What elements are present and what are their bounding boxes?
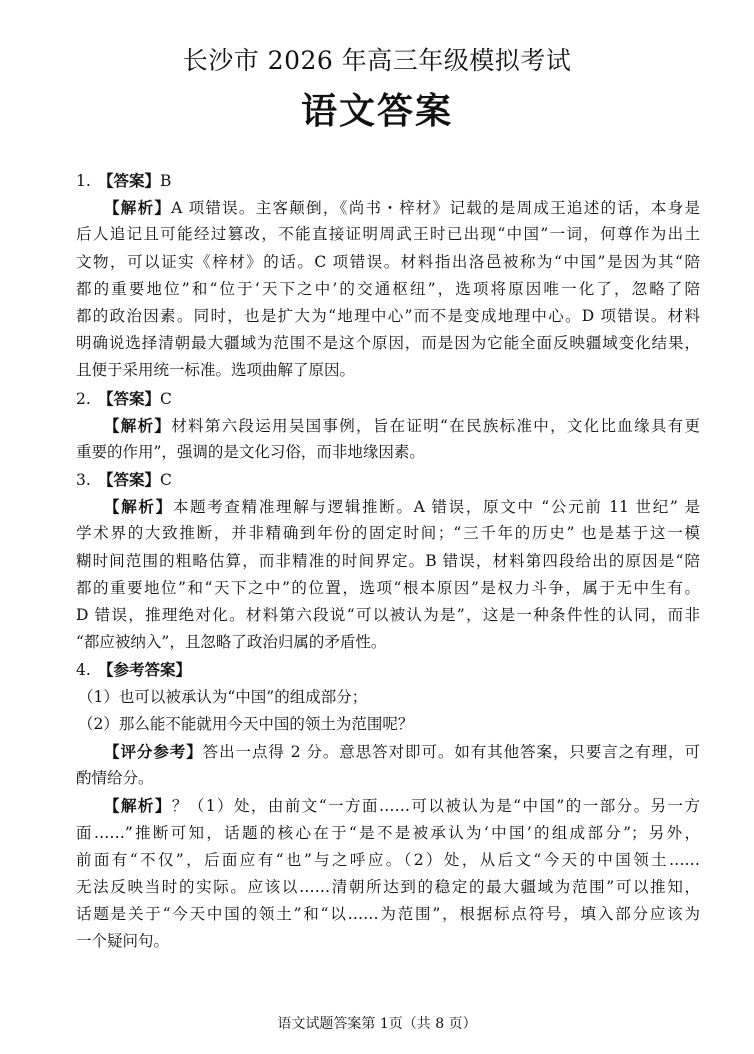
question-1-answer [76,167,700,194]
question-number: 4. [76,661,91,680]
question-1-analysis-line: 【解析】A 项错误。主客颠倒，《尚书・梓材》记载的是周成王追述的话，本身是 [104,198,700,218]
question-4-analysis-line: 【解析】？（1）处，由前文“一方面……可以被认为是“中国”的一部分。另一方 [104,796,700,816]
reference-answer-tag: 【参考答案】 [98,660,192,680]
answer-value: B [160,172,172,190]
question-1-analysis-line: 后人追记且可能经过篡改，不能直接证明周武王时已出现“中国”一词，何尊作为出土 [76,225,700,244]
answer-tag: 【答案】 [98,388,161,408]
question-3-analysis-line: “都应被纳入”，且忽略了政治归属的矛盾性。 [76,633,387,652]
exam-title: 长沙市 2026 年高三年级模拟考试 [182,46,572,75]
scoring-tag: 【评分参考】 [104,741,203,761]
analysis-tag: 【解析】 [104,198,172,218]
question-4-analysis-line: 前面有“不仅”，后面应有“也”与之呼应。（2）处，从后文“今天的中国领土…… [76,850,700,869]
question-4-analysis-line: 无法反映当时的实际。应该以……清朝所达到的稳定的最大疆域为范围”可以推知， [76,877,700,896]
question-4-analysis-line: 一个疑问句。 [76,932,170,951]
question-2-analysis-line: 【解析】材料第六段运用吴国事例，旨在证明“在民族标准中，文化比血缘具有更 [104,415,700,435]
question-number: 2. [76,389,91,408]
question-2-answer [76,385,700,412]
page-footer: 语文试题答案第 1页（共 8 页） [277,1016,477,1032]
question-1-analysis-line: 都的政治因素。同时，也是扩大为“地理中心”而不是变成地理中心。D 项错误。材料 [76,306,700,325]
answer-value: C [160,471,172,490]
question-number: 3. [76,471,91,490]
analysis-tag: 【解析】 [104,497,173,517]
question-3-analysis-line: D 错误，推理绝对化。材料第六段说“可以被认为是”，这是一种条件性的认同，而非 [76,606,700,624]
question-number: 1. [76,172,91,190]
question-4-reference [76,656,700,683]
question-2-analysis-line: 重要的作用”，强调的是文化习俗，而非地缘因素。 [76,442,425,461]
question-4-analysis-line: 面……”推断可知，话题的核心在于“是不是被承认为‘中国’的组成部分”；另外， [76,823,700,842]
answer-content [76,167,700,955]
question-1-analysis-line: 且便于采用统一标准。选项曲解了原因。 [76,361,356,380]
question-3-analysis-line: 【解析】本题考查精准理解与逻辑推断。A 错误，原文中 “公元前 11 世纪” 是 [104,497,700,517]
analysis-tag: 【解析】 [104,796,172,816]
analysis-tag: 【解析】 [104,415,172,435]
question-1-analysis-line: 明确说选择清朝最大疆域为范围不是这个原因，而是因为它能全面反映疆域变化结果， [76,334,700,353]
question-4-analysis-line: 话题是关于“今天中国的领土”和“以……为范围”，根据标点符号，填入部分应该为 [76,905,700,924]
question-3-answer [76,466,700,493]
answer-value: C [160,389,172,408]
question-1-analysis-line: 都的重要地位”和“位于‘天下之中’的交通枢纽”，选项将原因唯一化了，忽略了陪 [76,279,700,298]
answer-tag: 【答案】 [98,171,161,190]
question-3-analysis-line: 糊时间范围的粗略估算，而非精准的时间界定。B 错误，材料第四段给出的原因是“陪 [76,551,700,570]
reference-answer-item: （2）那么能不能就用今天中国的领土为范围呢？ [78,714,414,733]
scoring-line: 【评分参考】答出一点得 2 分。意思答对即可。如有其他答案，只要言之有理，可 [104,741,700,761]
document-title: 语文答案 [300,90,453,132]
answer-tag: 【答案】 [98,470,161,490]
question-3-analysis-line: 学术界的大致推断，并非精确到年份的固定时间；“三千年的历史” 也是基于这一模 [76,524,700,543]
question-1-analysis-line: 文物，可以证实《梓材》的话。C 项错误。材料指出洛邑被称为“中国”是因为其“陪 [76,252,700,271]
reference-answer-item: （1）也可以被承认为“中国”的组成部分； [78,687,368,706]
scoring-line: 酌情给分。 [76,769,154,788]
question-3-analysis-line: 都的重要地位”和“天下之中”的位置，选项“根本原因”是权力斗争，属于无中生有。 [76,578,700,597]
